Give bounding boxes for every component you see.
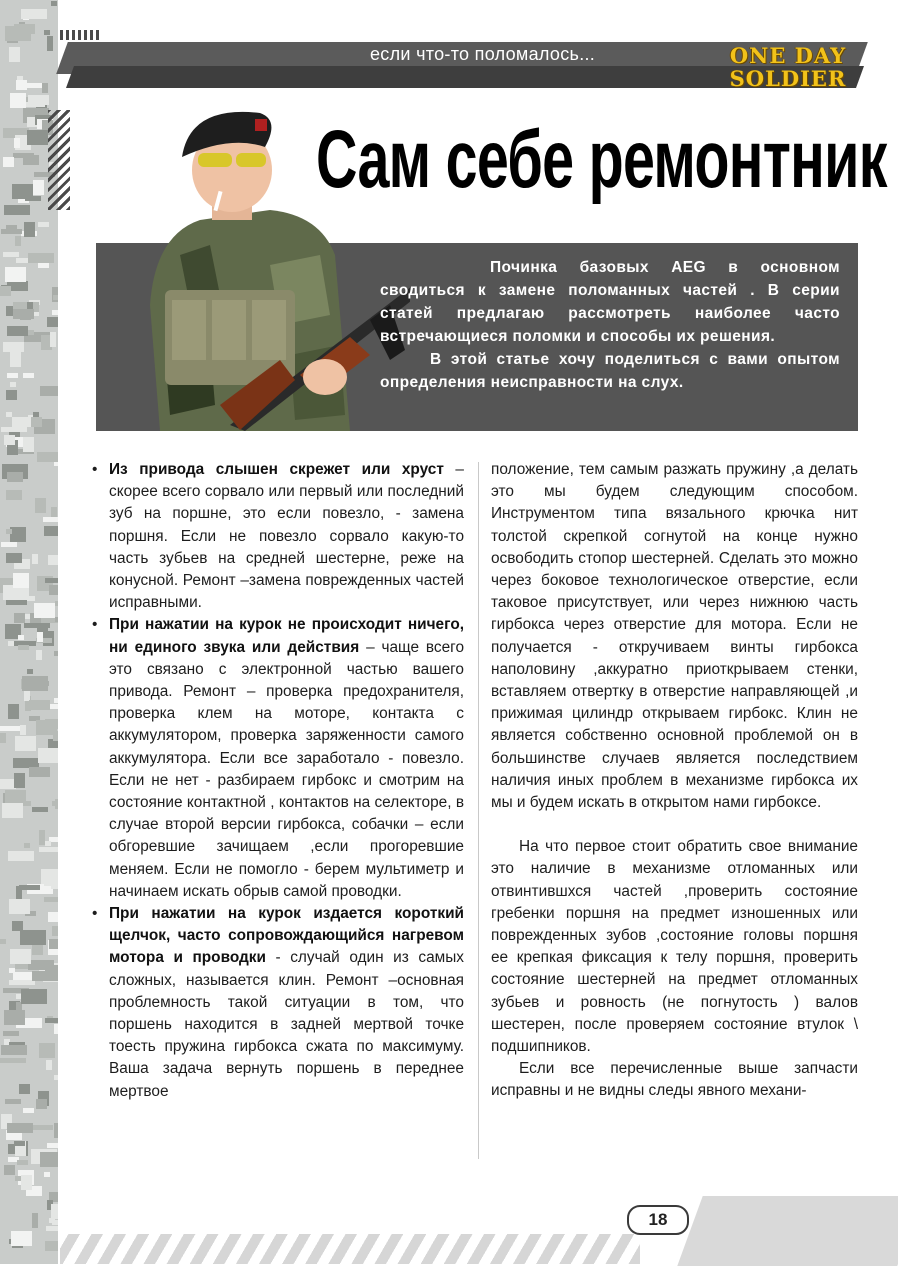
camo-pixel: [0, 733, 6, 743]
camo-pixel: [8, 641, 14, 646]
right-paragraph-3: Если все перечисленные выше запчасти исправны и не видны следы явного механи-: [491, 1060, 858, 1100]
camo-pixel: [4, 1010, 25, 1025]
camo-pixel: [52, 801, 58, 806]
camo-pixel: [3, 342, 24, 352]
camo-pixel: [18, 645, 29, 650]
camo-pixel: [46, 1060, 52, 1070]
camo-pixel: [49, 585, 58, 595]
camo-pixel: [3, 252, 19, 257]
camo-pixel: [44, 30, 50, 35]
camo-pixel: [36, 650, 42, 660]
camo-pixel: [47, 1143, 58, 1148]
camo-pixel: [3, 1031, 19, 1036]
camo-pixel: [10, 527, 26, 542]
camo-pixel: [24, 222, 35, 237]
camo-pixel: [29, 700, 50, 710]
intro-paragraph-2: В этой статье хочу поделиться с вами опытом определения неисправности на слух.: [380, 351, 840, 391]
camo-pixel: [32, 554, 38, 564]
camo-pixel: [23, 155, 39, 165]
camo-pixel: [1, 1045, 27, 1055]
camo-pixel: [28, 95, 49, 105]
camo-pixel: [13, 309, 34, 319]
camo-pixel: [46, 1226, 58, 1231]
camo-pixel: [10, 93, 26, 108]
camo-pixel: [31, 417, 42, 427]
camo-pixel: [45, 1241, 58, 1251]
camo-pixel: [43, 517, 58, 522]
list-item-lead: При нажатии на курок издается короткий щелчок, часто сопровождающийся нагревом мотора и проводки: [109, 905, 464, 967]
camo-pixel: [7, 373, 18, 378]
camo-pixel: [10, 352, 21, 367]
camo-pixel: [44, 1172, 50, 1177]
camo-pixel: [0, 286, 11, 296]
camo-pixel: [7, 1123, 33, 1133]
logo-line-2: SOLDIER: [729, 66, 847, 91]
camo-pixel: [50, 332, 56, 347]
camo-pixel: [5, 26, 31, 41]
list-item: [92, 903, 464, 1103]
camo-pixel: [7, 326, 28, 336]
camo-pixel: [47, 36, 53, 51]
camo-pixel: [9, 899, 30, 914]
camo-pixel: [44, 526, 58, 536]
camo-pixel: [0, 1058, 26, 1063]
camo-pixel: [54, 651, 58, 656]
list-item: [92, 459, 464, 614]
camo-pixel: [28, 253, 54, 263]
camo-pixel: [54, 1024, 58, 1034]
camo-pixel: [51, 1204, 58, 1219]
camo-pixel: [45, 578, 58, 583]
camo-pixel: [4, 1165, 15, 1175]
camo-pixel: [1, 542, 17, 547]
magazine-logo: [728, 44, 848, 90]
camo-pixel: [45, 1018, 58, 1023]
camo-pixel: [36, 720, 57, 735]
camo-pixel: [17, 1160, 28, 1165]
camo-pixel: [55, 617, 58, 622]
header-hatch-decoration: [60, 30, 100, 40]
camo-pixel: [12, 184, 33, 199]
list-item-lead: При нажатии на курок не происходит ничего, ни единого звука или действия: [109, 616, 464, 656]
footer-hatch-decoration: [60, 1234, 640, 1264]
camo-pixel: [49, 1218, 55, 1223]
right-column: [491, 459, 858, 1103]
camo-pixel: [45, 841, 51, 846]
camo-pixel: [27, 669, 33, 674]
camo-pixel: [51, 1, 57, 6]
right-paragraph-2: На что первое стоит обратить свое внимание это наличие в механизме отломанных или отвинтившхся частей ,проверить состояние гребенки поршня на предмет изношенных или поврежденных зубов ,состояние головы поршня ее крепкая фиксация к телу поршня, проверить состояние шестерней на предмет отломанных зубьев и ровность (не погнутость ) валов шестерен, после проверяем состояние втулок \ подшипников.: [491, 838, 858, 1056]
camo-pixel: [4, 435, 15, 445]
camo-pixel: [6, 390, 17, 400]
camo-pixel: [21, 9, 47, 19]
camo-pixel: [5, 267, 26, 282]
camo-pixel: [21, 1175, 32, 1190]
camo-pixel: [10, 949, 31, 964]
camo-pixel: [32, 945, 43, 955]
camo-pixel: [23, 373, 34, 378]
logo-line-1: ONE DAY: [729, 43, 847, 68]
list-item-lead: Из привода слышен скрежет или хруст: [109, 461, 444, 478]
camo-pixel: [11, 1231, 32, 1246]
camo-pixel: [6, 529, 12, 534]
column-divider: [478, 462, 479, 1159]
camo-pixel: [33, 180, 44, 195]
camo-pixel: [53, 295, 58, 300]
camo-pixel: [4, 205, 30, 215]
camo-pixel: [18, 635, 24, 640]
camo-pixel: [19, 885, 40, 890]
camo-pixel: [28, 330, 34, 335]
camo-pixel: [6, 553, 22, 563]
camo-pixel: [14, 1141, 25, 1146]
list-item: [92, 614, 464, 903]
camo-pixel: [12, 417, 33, 427]
camo-pixel: [27, 130, 48, 145]
camo-pixel: [24, 843, 30, 848]
right-paragraph-1: положение, тем самым разжать пружину ,а делать это мы будем следующим способом. Инструментом типа вязального крючка нит толстой скрепкой согнутой на конце нужно освободить стопор шестерней. Сделать это можно через боковое технологическое отверстие, если таковое присутствует, или через нижнюю часть гирбокса через отверстие для мотора. Если не получается - откручиваем винты гирбокса наполовину ,аккуратно приоткрываем стенки, вставляем отвертку в отверстие направляющей ,и прижимая цилиндр открываем гирбокс. Клин не является собственно основной проблемой он в большинстве случаев является последствием наличия иных проблем в механизме гирбокса их мы и будем искать в открытом нами гирбоксе.: [491, 461, 858, 812]
section-label: если что-то поломалось...: [370, 44, 596, 64]
camo-pixel: [7, 472, 23, 482]
camo-pixel: [14, 773, 25, 788]
camo-pixel: [14, 138, 20, 148]
camo-pixel: [3, 157, 14, 167]
camo-pixel: [51, 874, 58, 889]
list-item-text: – чаще всего это связано с электронной частью вашего привода. Ремонт – проверка предохранителя, проверка клем на моторе, контакта с аккумулятором, проверка заряженности самого аккумулятора. Если все заработало - повезло. Если не нет - разбираем гирбокс и смотрим на состояние контактной , контактов на селекторе, в случае второй версии гирбокса, собачки – если обгоревшие зачищаем ,если прогоревшие меняем. Если не помогло - берем мультиметр и начинаем искать обрыв самой проводки.: [109, 638, 465, 900]
camo-pixel: [8, 704, 19, 719]
camo-pixel: [20, 725, 26, 735]
camo-pixel: [47, 317, 58, 327]
camo-pixel: [29, 767, 50, 777]
camo-pixel: [22, 676, 48, 691]
camo-pixel: [52, 926, 58, 936]
camo-pixel: [6, 225, 17, 230]
camo-pixel: [32, 1213, 38, 1228]
camo-pixel: [48, 555, 58, 565]
camo-pixel: [19, 1084, 30, 1094]
camo-pixel: [13, 573, 29, 588]
soldier-photo: [120, 105, 410, 431]
intro-paragraph-1: Починка базовых AEG в основном сводиться к замене поломанных частей . В серии статей предлагаю рассмотреть наиболее часто встречающиеся поломки и способы их решения.: [380, 259, 840, 345]
camo-pixel: [10, 382, 16, 387]
intro-text: [380, 256, 840, 394]
camo-pixel: [34, 603, 55, 618]
camo-pixel: [38, 748, 58, 763]
camo-pixel: [44, 897, 58, 902]
camo-pixel: [0, 939, 6, 944]
camo-pixel: [32, 807, 48, 812]
camo-pixel: [48, 912, 58, 922]
camo-pixel: [38, 222, 49, 227]
camo-pixel: [14, 613, 25, 623]
camo-pixel: [32, 971, 58, 981]
camo-pixel: [52, 310, 58, 315]
camo-pixel: [0, 726, 21, 731]
camo-pixel: [35, 498, 46, 513]
camo-pixel: [37, 632, 43, 642]
camo-pixel: [23, 1108, 34, 1113]
article-title: Сам себе ремонтник: [316, 114, 887, 205]
camo-pixel: [54, 1075, 58, 1080]
camo-pixel: [2, 803, 23, 818]
footer-grey-panel: [677, 1196, 898, 1266]
list-item-text: - случай один из самых сложных, называется клин. Ремонт –основная проблемность такой ситуации в том, что поршень находится в задней мертвой точке тоесть пружина гирбокса сжата по максимуму. Ваша задача вернуть поршень в переднее мертвое: [109, 949, 464, 1100]
camo-pixel: [9, 47, 20, 62]
page-number: 18: [627, 1205, 689, 1235]
camo-pixel: [55, 601, 58, 606]
camo-pixel: [15, 736, 36, 751]
camo-pixel: [39, 1043, 55, 1058]
camo-pixel: [40, 386, 58, 396]
camo-pixel: [49, 939, 58, 949]
fault-list: [92, 459, 464, 1103]
camo-pixel: [15, 236, 21, 246]
camo-pixel: [21, 989, 47, 1004]
list-item-text: – скорее всего сорвало или первый или последний зуб на поршне, это если повезло, - замена поршня. Если не повезло сорвало какую-то часть зубьев на средней шестерне, реже на конусной. Ремонт –замена поврежденных частей исправными.: [109, 461, 464, 612]
camo-pixel: [54, 698, 58, 703]
camo-pixel: [40, 1152, 58, 1167]
side-hatch-decoration: [48, 110, 70, 210]
camo-pixel: [37, 452, 58, 462]
camo-pixel: [1, 427, 27, 432]
camo-pixel: [23, 437, 34, 452]
camo-pixel: [5, 1099, 21, 1104]
camo-pixel: [36, 1099, 47, 1109]
camo-pixel: [16, 80, 27, 90]
camo-pixel: [54, 1123, 58, 1138]
camo-pixel: [20, 930, 46, 945]
left-column: [92, 459, 464, 1103]
camo-pixel: [42, 83, 48, 93]
camo-pixel: [8, 851, 34, 861]
camo-pixel: [39, 847, 58, 852]
camo-pixel: [6, 490, 22, 500]
